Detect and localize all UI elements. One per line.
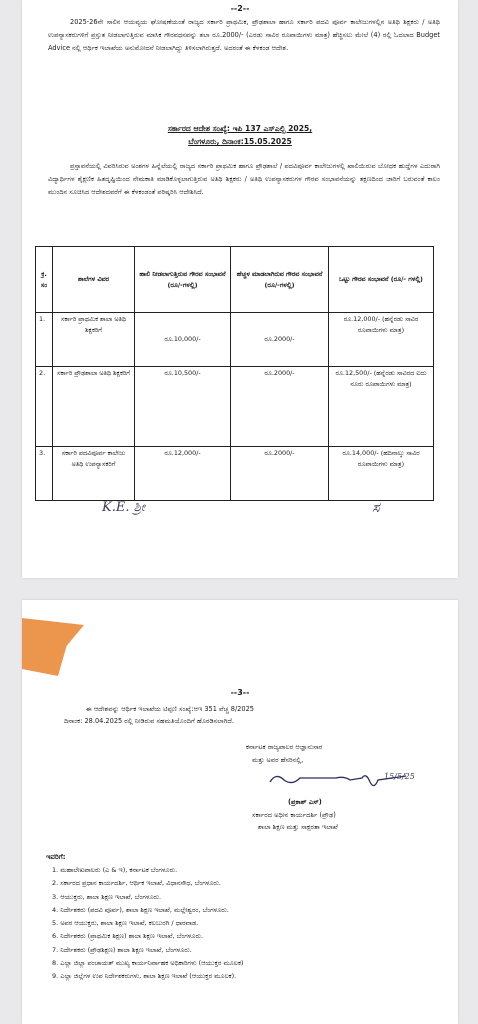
order-place-date: ಬೆಂಗಳೂರು, ದಿನಾಂಕ:15.05.2025 <box>188 137 292 146</box>
table-row <box>36 367 434 447</box>
cell-total: ರೂ.12,500/- (ಹನ್ನೆರಡು ಸಾವಿರದ ಐದು ನೂರು ರೂಪಾಯಿಗಳು ಮಾತ್ರ) <box>329 367 434 447</box>
honorarium-table <box>35 246 434 501</box>
table-row <box>36 313 434 367</box>
intro-paragraph: 2025-26ನೇ ಸಾಲಿನ ಆಯವ್ಯಯ ಘೋಷಣೆಯಂತೆ ರಾಜ್ಯದ ಸರ್ಕಾರಿ ಪ್ರಾಥಮಿಕ, ಪ್ರೌಢಶಾಲಾ ಹಾಗೂ ಸರ್ಕಾರಿ ಪದವಿ ಪೂರ್ವ ಕಾಲೇಜುಗಳಲ್ಲಿನ ಅತಿಥಿ ಶಿಕ್ಷಕರು / ಅತಿಥಿ ಉಪನ್ಯಾಸಕರುಗಳಿಗೆ ಪ್ರಸ್ತುತ ನೀಡಲಾಗುತ್ತಿರುವ ಮಾಸಿಕ ಗೌರವಧನವನ್ನು ತಲಾ ರೂ.2000/- (ಎರಡು ಸಾವಿರ ರೂಪಾಯಿಗಳು ಮಾತ್ರ) ಹೆಚ್ಚಿಸಲು ಮೇಲೆ (4) ರಲ್ಲಿ ಓದಲಾದ Budget Advice ನಲ್ಲಿ ಆರ್ಥಿಕ ಇಲಾಖೆಯ ಅನುಮೋದನೆ ನೀಡಲಾಗಿದ್ದು ತಿಳಿಸಲಾಗಿರುತ್ತದೆ. ಅದರಂತೆ ಈ ಕೆಳಕಂಡ ಆದೇಶ. <box>48 18 440 52</box>
signature-date: 15/5/25 <box>384 772 415 781</box>
cc-heading: ಇವರಿಗೆ: <box>46 853 66 861</box>
cell-current: ರೂ.12,000/- <box>135 447 231 501</box>
list-item: 7. ನಿರ್ದೇಶಕರು (ಪ್ರೌಢಶಿಕ್ಷಣ) ಶಾಲಾ ಶಿಕ್ಷಣ ಇಲಾಖೆ, ಬೆಂಗಳೂರು. <box>52 945 192 954</box>
table-row <box>36 447 434 501</box>
list-item: 6. ನಿರ್ದೇಶಕರು (ಪ್ರಾಥಮಿಕ ಶಿಕ್ಷಣ) ಶಾಲಾ ಶಿಕ್ಷಣ ಇಲಾಖೆ, ಬೆಂಗಳೂರು. <box>52 932 204 941</box>
order-body-paragraph: ಪ್ರಸ್ತಾವನೆಯಲ್ಲಿ ವಿವರಿಸಿರುವ ಅಂಶಗಳ ಹಿನ್ನೆಲೆಯಲ್ಲಿ ರಾಜ್ಯದ ಸರ್ಕಾರಿ ಪ್ರಾಥಮಿಕ ಹಾಗೂ ಪ್ರೌಢಶಾಲೆ / ಪದವಿಪೂರ್ವ ಕಾಲೇಜುಗಳಲ್ಲಿ ಖಾಲಿಯಿರುವ ಬೋಧಕ ಹುದ್ದೆಗಳ ಎದುರಾಗಿ ವಿದ್ಯಾರ್ಥಿಗಳ ಶೈಕ್ಷಣಿಕ ಹಿತದೃಷ್ಟಿಯಿಂದ ನೇಮಕಾತಿ ಮಾಡಿಕೊಳ್ಳಲಾಗುತ್ತಿರುವ ಅತಿಥಿ ಶಿಕ್ಷಕರು / ಅತಿಥಿ ಉಪನ್ಯಾಸಕರುಗಳ ಗೌರವ ಸಂಭಾವನೆಯನ್ನು ತಕ್ಷಣದಿಂದ ಜಾರಿಗೆ ಬರುವಂತೆ ಕಾಲಂ ಮುಂದಿನ ಸೂಚಿಸಿದ ಆದೇಶದವರೆಗೆ ಈ ಕೆಳಕಂಡಂತೆ ಪರಿಷ್ಕರಿಸಿ ಆದೇಶಿಸಿದೆ. <box>48 162 440 196</box>
cell-school: ಸರ್ಕಾರಿ ಪ್ರಾಥಮಿಕ ಶಾಲಾ ಅತಿಥಿ ಶಿಕ್ಷಕರಿಗೆ <box>53 313 135 367</box>
cell-increase: ರೂ.2000/- <box>231 313 329 367</box>
officer-name: (ಪ್ರಕಾಶ್ ಎಸ್) <box>288 798 322 806</box>
header-total-honorarium: ಒಟ್ಟು ಗೌರವ ಸಂಭಾವನೆ (ರೂ/- ಗಳಲ್ಲಿ) <box>329 247 434 313</box>
cell-total: ರೂ.12,000/- (ಹನ್ನೆರಡು ಸಾವಿರ ರೂಪಾಯಿಗಳು ಮಾತ್ರ) <box>329 313 434 367</box>
copy-to-list <box>46 864 442 984</box>
document-page-3 <box>22 600 458 1024</box>
officer-department: ಶಾಲಾ ಶಿಕ್ಷಣ ಮತ್ತು ಸಾಕ್ಷರತಾ ಇಲಾಖೆ <box>258 823 338 831</box>
governor-order-line-1: ಕರ್ನಾಟಕ ರಾಜ್ಯಪಾಲರ ಆಜ್ಞಾನುಸಾರ <box>246 743 323 751</box>
cell-school: ಸರ್ಕಾರಿ ಪ್ರೌಢಶಾಲಾ ಅತಿಥಿ ಶಿಕ್ಷಕರಿಗೆ <box>53 367 135 447</box>
header-school-details: ಶಾಲೆಗಳ ವಿವರ <box>53 247 135 313</box>
cell-current: ರೂ.10,500/- <box>135 367 231 447</box>
page-number: --2-- <box>230 4 250 13</box>
page-number: --3-- <box>230 688 250 697</box>
cell-increase: ರೂ.2000/- <box>231 447 329 501</box>
header-increase-honorarium: ಹೆಚ್ಚಳ ಮಾಡಲಾಗಿರುವ ಗೌರವ ಸಂಭಾವನೆ (ರೂ/-ಗಳಲ್ಲಿ) <box>231 247 329 313</box>
cell-current: ರೂ.10,000/- <box>135 313 231 367</box>
list-item: 8. ಎಲ್ಲಾ ಜಿಲ್ಲಾ ಪಂಚಾಯತ್ ಮುಖ್ಯ ಕಾರ್ಯನಿರ್ವಾಹಕ ಅಧಿಕಾರಿಗಳು (ಆಯುಕ್ತರ ಮೂಲಕ) <box>52 959 244 968</box>
cell-school: ಸರ್ಕಾರಿ ಪದವಿಪೂರ್ವ ಕಾಲೇಜು ಅತಿಥಿ ಉಪನ್ಯಾಸಕರಿಗೆ <box>53 447 135 501</box>
list-item: 9. ಎಲ್ಲಾ ಜಿಲ್ಲೆಗಳ ಉಪ ನಿರ್ದೇಶಕರುಗಳು, ಶಾಲಾ ಶಿಕ್ಷಣ ಇಲಾಖೆ (ಆಯುಕ್ತರ ಮೂಲಕ). <box>52 972 237 981</box>
governor-order-line-2: ಮತ್ತು ಅವರ ಹೆಸರಿನಲ್ಲಿ, <box>252 756 304 764</box>
initials-signature-left: K.E. ಶ್ರೀ <box>102 500 146 515</box>
list-item: 5. ಅಪರ ಆಯುಕ್ತರು, ಶಾಲಾ ಶಿಕ್ಷಣ ಇಲಾಖೆ, ಕಲಬುರಗಿ / ಧಾರವಾಡ. <box>52 919 199 928</box>
initials-signature-right: ಸ <box>372 500 380 516</box>
list-item: 1. ಮಹಾಲೇಖಪಾಲರು (ಎ & ಇ), ಕರ್ನಾಟಕ ಬೆಂಗಳೂರು. <box>52 866 178 874</box>
document-page-2 <box>22 0 458 578</box>
cell-sl-no: 3. <box>36 447 53 501</box>
concurrence-line-2: ದಿನಾಂಕ: 28.04.2025 ರಲ್ಲಿ ನೀಡಿರುವ ಸಹಮತಿಯೊಂದಿಗೆ ಹೊರಡಿಸಲಾಗಿದೆ. <box>64 717 234 725</box>
header-current-honorarium: ಹಾಲಿ ನೀಡಲಾಗುತ್ತಿರುವ ಗೌರವ ಸಂಭಾವನೆ (ರೂ/-ಗಳಲ್ಲಿ) <box>135 247 231 313</box>
cell-sl-no: 1. <box>36 313 53 367</box>
header-sl-no: ಕ್ರ. ಸಂ <box>36 247 53 313</box>
table-header-row <box>36 247 434 313</box>
list-item: 2. ಸರ್ಕಾರದ ಪ್ರಧಾನ ಕಾರ್ಯದರ್ಶಿ, ಆರ್ಥಿಕ ಇಲಾಖೆ, ವಿಧಾನಸೌಧ, ಬೆಂಗಳೂರು. <box>52 879 221 888</box>
list-item: 3. ಆಯುಕ್ತರು, ಶಾಲಾ ಶಿಕ್ಷಣ ಇಲಾಖೆ, ಬೆಂಗಳೂರು. <box>52 892 162 901</box>
cell-increase: ರೂ.2000/- <box>231 367 329 447</box>
cell-total: ರೂ.14,000/- (ಹದಿನಾಲ್ಕು ಸಾವಿರ ರೂಪಾಯಿಗಳು ಮಾತ್ರ) <box>329 447 434 501</box>
officer-title: ಸರ್ಕಾರದ ಅಧೀನ ಕಾರ್ಯದರ್ಶಿ (ಪ್ರೌಢ) <box>252 811 336 819</box>
concurrence-line-1: ಈ ಆದೇಶವನ್ನು ಆರ್ಥಿಕ ಇಲಾಖೆಯ ಟಿಪ್ಪಣಿ ಸಂಖ್ಯೆ:ಆಇ 351 ವೆಚ್ಚ 8/2025 <box>86 705 254 713</box>
list-item: 4. ನಿರ್ದೇಶಕರು (ಪದವಿ ಪೂರ್ವ), ಶಾಲಾ ಶಿಕ್ಷಣ ಇಲಾಖೆ, ಮಲ್ಲೇಶ್ವರಂ, ಬೆಂಗಳೂರು. <box>52 905 229 914</box>
order-number: ಸರ್ಕಾರದ ಆದೇಶ ಸಂಖ್ಯೆ: ಇಪಿ 137 ಎಸ್ಎಲ್ಬಿ 2025, <box>167 124 313 133</box>
cell-sl-no: 2. <box>36 367 53 447</box>
